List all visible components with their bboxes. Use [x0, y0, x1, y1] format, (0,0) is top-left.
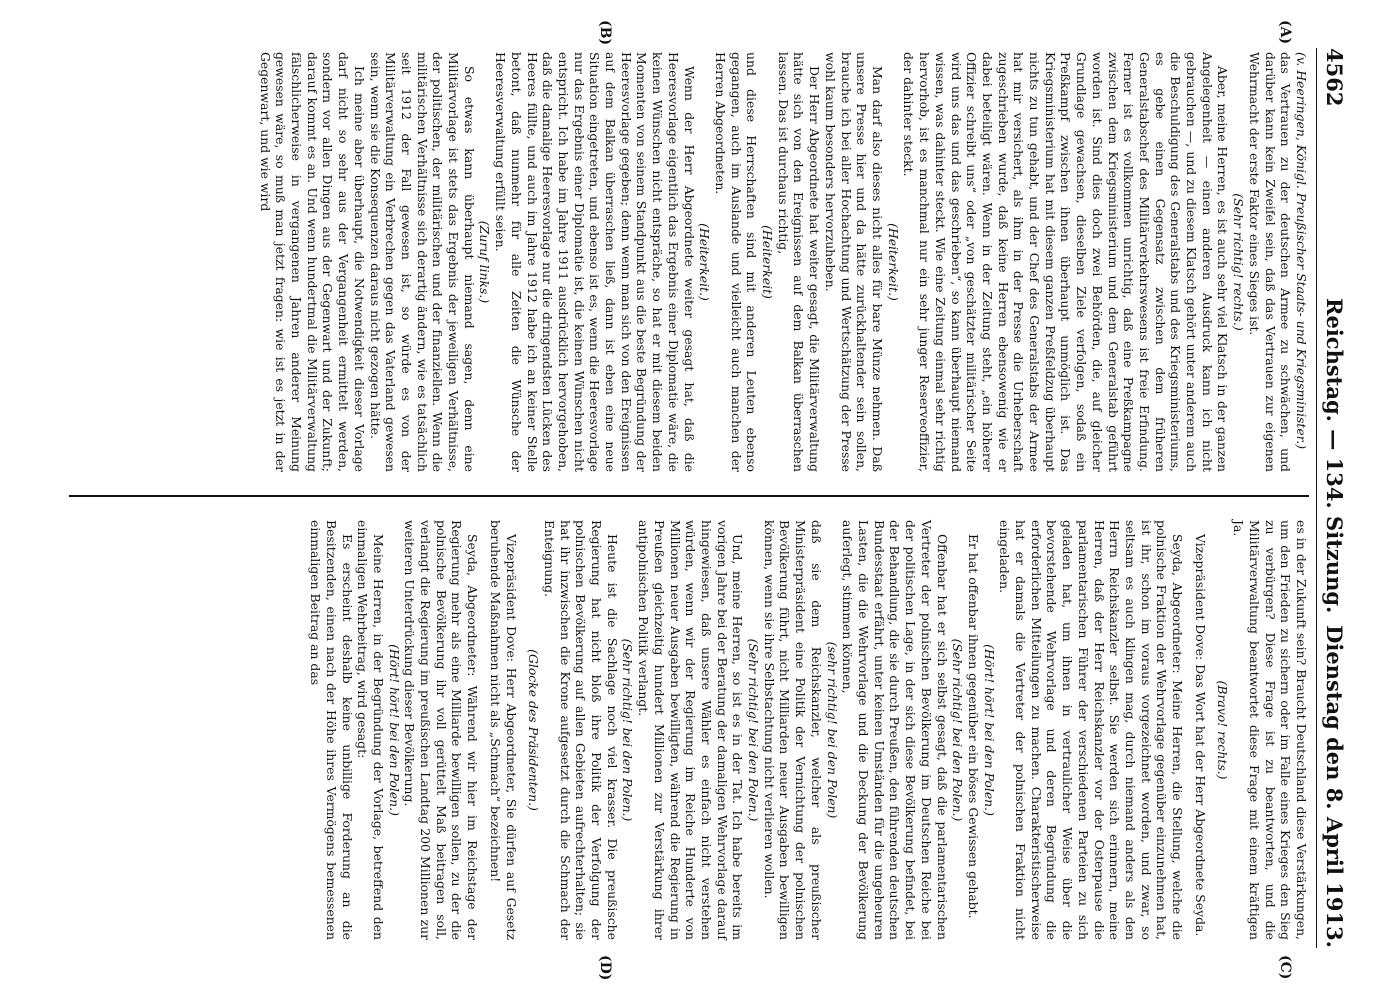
- margin-marker-a: (A): [1277, 20, 1293, 45]
- presiding-remark: Vizepräsident Dove: Herr Abgeordneter, Sie dürfen auf Gesetz beruhende Maßnahmen nicht als „Schmach“ bezeichnen!: [487, 520, 519, 940]
- session-date: Dienstag den 8. April 1913.: [1322, 625, 1347, 948]
- paragraph: Ich meine aber überhaupt, die Notwendigkeit dieser Vorlage darf nicht so sehr aus der Vergangenheit ermittelt werden, sondern vor allen Dingen aus der Gegenwart und der Zukunft; darauf kommt es an. Und wenn hundertmal die Militärverwaltung fälschlicherweise in vergangenen Jahren anderer Meinung gewesen wäre, so muß man jetzt fragen: wie ist es jetzt in der Gegenwart, und wie wird: [257, 52, 367, 472]
- interjection: (Sehr richtig! bei den Polen.): [950, 638, 966, 822]
- paragraph: Offenbar hat er sich selbst gesagt, daß die parlamentarischen Vertreter der polnischen Bevölkerung im Deutschen Reiche bei der politischen Lage, in der sich diese Bevölkerung befindet, bei der Behandlung, die sie durch Preußen, den führenden deutschen Bundesstaat erfährt, unter keinen Umständen für die ungeheuren Lasten, die die Wehrvorlage und die Deckung der Bevölkerung auferlegt, stimmen können,: [840, 520, 950, 940]
- paragraph: Aber, meine Herren, es ist auch sehr viel Klatsch in der ganzen Angelegenheit — einen anderen Ausdruck kann ich nicht gebrauchen —, und zu diesem Klatsch gehört unter anderem auch die Beschuldigung des Generalstabs und des Kriegsministeriums, es gebe einen Gegensatz zwischen dem früheren Generalstabschef des Militärverkehrswesens ist freie Erfindung. Ferner ist es vollkommen unrichtig, daß eine Preßkampagne zwischen dem Kriegsministerium und dem Generalstab geführt worden ist. Sind dies doch zwei Behörden, die, auf gleicher Grundlage gewachsen, dieselben Ziele verfolgen, sodaß ein Preßkampf zwischen ihnen überhaupt unmöglich ist. Das Kriegsministerium hat mit diesem ganzen Preßfeldzug überhaupt nichts zu tun gehabt, und der Chef des Generalstabs der Armee hat mir versichert, als ihm in der Presse die Urheberschaft zugeschrieben wurde, daß keine Herren ebensowenig wie er dabei beteiligt wären. Wenn in der Zeitung steht, „ein höherer Offizier schreibt uns“ oder „von geschätzter militärischer Seite wird uns das und das geschrieben“, so kann überhaupt niemand wissen, was dahinter steckt. Wie eine Zeitung einmal sehr richtig hervorhob, ist es manchmal nur ein sehr junger Reserveoffizier, der dahinter steckt.: [901, 52, 1231, 472]
- paragraph: Heute ist die Sachlage noch viel krasser. Die preußische Regierung hat nicht bloß ihre Politik der Verfolgung der polnischen Bevölkerung auf allen Gebieten aufrechterhalten; sie hat ihr inzwischen die Krone aufgesetzt durch die Schmach der Enteignung.: [541, 520, 620, 940]
- page-header: [1316, 48, 1347, 948]
- left-column: [257, 52, 1309, 472]
- paragraph: Der Herr Abgeordnete hat weiter gesagt, die Militärverwaltung hätte sich von den Ereignissen auf dem Balkan überraschen lassen. Das ist durchaus richtig,: [775, 52, 823, 472]
- quotation: Es erscheint deshalb keine unbillige Forderung an die Besitzenden, einen nach der Höhe ihres Vermögens bemessenen einmaligen Beitrag an das: [308, 520, 355, 940]
- interjection: (Bravo! rechts.): [1215, 680, 1231, 780]
- page-number: 4562: [1322, 48, 1347, 107]
- right-column: [307, 520, 1309, 940]
- interjection: (Sehr richtig! rechts.): [1231, 193, 1247, 331]
- interjection: (Sehr richtig! bei den Polen.): [620, 638, 636, 822]
- interjection: (Glocke des Präsidenten.): [526, 649, 542, 811]
- interjection: (Zuruf links.): [477, 220, 493, 304]
- margin-marker-d: (D): [597, 955, 613, 981]
- interjection: (Sehr richtig! bei den Polen.): [746, 638, 762, 822]
- paragraph: das Vertrauen zu der deutschen Armee zu schwächen, und darüber kann kein Zweifel sein, daß das Vertrauen zur eigenen Wehrmacht der erste Faktor eines Sieges ist.: [1246, 52, 1294, 472]
- paragraph: Meine Herren, in der Begründung der Vorlage, betreffend den einmaligen Wehrbeitrag, wird gesagt:: [355, 520, 386, 940]
- margin-marker-b: (B): [597, 20, 613, 46]
- paragraph: daß sie dem Reichskanzler, welcher als preußischer Ministerpräsident eine Politik der Vernichtung der polnischen Bevölkerung führt, nicht Milliarden neuer Ausgaben bewilligen können, wenn sie ihre Selbstachtung nicht verlieren wollen.: [761, 520, 824, 940]
- paragraph: Man darf also dieses nicht alles für bare Münze nehmen. Daß unsere Presse hier und da hätte zurückhaltender sein sollen, brauche ich bei aller Hochachtung und Wertschätzung der Presse wohl kaum besonders hervorzuheben.: [822, 52, 886, 472]
- paragraph: Und, meine Herren, so ist es in der Tat. Ich habe bereits im vorigen Jahre bei der Beratung der damaligen Wehrvorlage darauf hingewiesen, daß unsere Wähler es einfach nicht verstehen würden, wenn wir der Regierung im Reiche Hunderte von Millionen neuer Ausgaben bewilligten, während die Regierung in Preußen gleichzeitig hundert Millionen zur Verstärkung ihrer antipolnischen Politik verlangt.: [636, 520, 746, 940]
- interjection: (Heiterkeit.): [697, 223, 713, 301]
- interjection: (sehr richtig! bei den Polen): [824, 641, 840, 819]
- column-divider: [69, 495, 1309, 497]
- paragraph: So etwas kann überhaupt niemand sagen, denn eine Militärvorlage ist stets das Ergebnis der jeweiligen Verhältnisse, der politischen, der militärischen und der finanziellen. Wenn die militärischen Verhältnisse sich derartig ändern, wie es tatsächlich seit 1912 der Fall gewesen ist, so würde es von der Militärverwaltung ein Verbrechen gegen das Vaterland gewesen sein, wenn sie die Konsequenzen daraus nicht gezogen hätte.: [367, 52, 477, 472]
- interjection: (Heiterkeit): [760, 225, 776, 299]
- session-title: Reichstag. — 134. Sitzung.: [1322, 298, 1347, 614]
- paragraph: Wenn der Herr Abgeordnete weiter gesagt hat, daß die Heeresvorlage eigentlich das Ergebnis einer Diplomatie wäre, die keinen Wünschen nicht entspräche, so hat er mit diesem beiden Momenten von seinem Standpunkt aus die beste Begründung der Heeresvorlage gegeben; denn wenn man sich von den Ereignissen auf dem Balkan überraschen ließ, dann ist eben eine neue Situation eingetreten, und ebenso ist es, wenn die Heeresvorlage nur das Ergebnis einer Diplomatie ist, die keinen Wünschen nicht entspricht. Ich habe im Jahre 1911 ausdrücklich hervorgehoben, daß die damalige Heeresvorlage nur die dringendsten Lücken des Heeres füllte, und auch im Jahre 1912 habe ich an keiner Stelle betont, daß nunmehr für alle Zeiten die Wünsche der Heeresverwaltung erfüllt seien.: [493, 52, 697, 472]
- paragraph: Er hat offenbar ihnen gegenüber ein böses Gewissen gehabt.: [965, 534, 981, 919]
- speech-seyda: Seyda, Abgeordneter: Während wir hier im Reichstage der Regierung mehr als eine Milliarde bewilligen sollen, zu der die polnische Bevölkerung ihr voll gerüttelt Maß beitragen soll, verlangt die Regierung im preußischen Landtag 200 Millionen zur weiteren Unterdrückung dieser Bevölkerung.: [402, 520, 481, 940]
- speech-seyda: Seyda, Abgeordneter: Meine Herren, die Stellung, welche die polnische Fraktion der Wehrvorlage gegenüber einzunehmen hat, ist ihr, schon im voraus vorgezeichnet worden, und zwar, so seltsam es auch klingen mag, durch niemand anders als den Herrn Reichskanzler selbst. Sie werden sich erinnern, meine Herren, daß der Herr Reichskanzler vor der Osterpause die parlamentarischen Führer der verschiedenen Parteien zu sich geladen hat, um ihnen in vertraulicher Weise über die bevorstehende Wehrvorlage und deren Begründung die erforderlichen Mitteilungen zu machen. Charakteristischerweise hat er damals die Vertreter der polnischen Fraktion nicht eingeladen.: [997, 520, 1186, 940]
- paragraph: es in der Zukunft sein? Braucht Deutschland diese Verstärkungen, um den Frieden zu sichern oder im Falle eines Krieges den Sieg zu verbürgen? Diese Frage ist zu beantworten, und die Militärverwaltung beantwortet diese Frage mit einem kräftigen Ja.: [1231, 520, 1309, 940]
- speaker-continuation: (v. Heeringen, Königl. Preußischer Staats- und Kriegsminister.): [1294, 52, 1309, 450]
- interjection: (Hört! hört! bei den Polen.): [981, 644, 997, 816]
- paragraph: und diese Herrschaften sind mit anderen Leuten ebenso gegangen, auch im Auslande und vielleicht auch manchen der Herren Abgeordneten.: [712, 52, 760, 472]
- interjection: (Heiterkeit.): [885, 223, 901, 301]
- interjection: (Hört! hört! bei den Polen.): [386, 644, 402, 816]
- presiding-remark: Vizepräsident Dove: Das Wort hat der Herr Abgeordnete Seyda.: [1192, 534, 1208, 937]
- margin-marker-c: (C): [1277, 955, 1293, 980]
